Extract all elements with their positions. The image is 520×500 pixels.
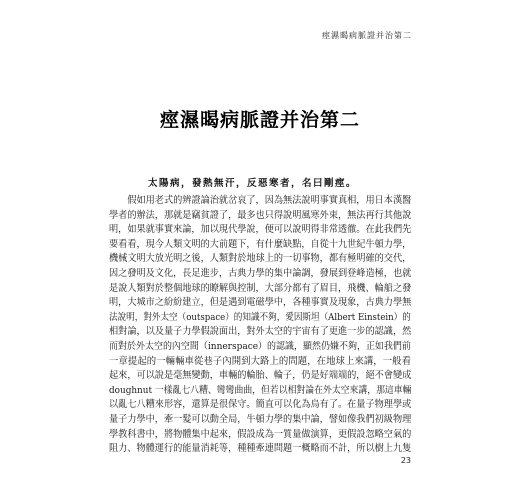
body-line: doughnut 一樣亂七八糟、彎彎曲曲，但若以相對論在外太空來講，那這車輛 xyxy=(109,384,412,396)
body-line: 明，大城市之紛紛建立，但是遇到電磁學中，各種事實及現象，古典力學無 xyxy=(109,297,412,309)
body-line: 一章提起的一輛輛車從巷子內開到大路上的問題，在地球上來講，一般看 xyxy=(109,355,411,367)
body-line: 學者的辦法，那就是竊貧證了，最多也只得說明風寒外束，無法再行其他說 xyxy=(109,209,412,221)
body-line: 法說明，對外太空（outspace）的知識不夠，愛因斯坦（Albert Einstein）的 xyxy=(109,311,411,323)
chapter-title: 痙濕暍病脈證并治第二 xyxy=(159,108,360,131)
body-line: 相對論，以及量子力學假說面出，對外太空的宇宙有了更進一步的認識，然 xyxy=(109,326,412,338)
body-line: 而對於外太空的內空間（innerspace）的認識，顯然仍嫌不夠，正如我們前 xyxy=(109,340,411,352)
body-line: 以亂七八糟來形容，還算是很保守。簡直可以化為烏有了。在量子物理學或 xyxy=(109,399,412,411)
body-line: 起來，可以說是毫無變動，車輛的輪胎、輪子，仍是好端端的，絕不會變成 xyxy=(109,370,412,382)
body-line: 明，如果就事實來論，加以現代學說，便可以說明得非常透徹。在此我們先 xyxy=(109,224,412,236)
body-line: 量子力學中，牽一髮可以動全局，牛頓力學的集中論，譬如像我們初級物理 xyxy=(109,413,412,425)
body-line: 要看看，現今人類文明的大前題下，有什麼缺點，自從十九世紀牛頓力學， xyxy=(109,238,412,250)
body-line: 假如用老式的辨證論治就岔哀了，因為無法說明事實真相，用日本漢醫 xyxy=(109,195,412,206)
body-paragraph xyxy=(109,194,411,457)
body-line: 學教科書中，將物體集中起來，假設成為一質量做演算，更假設忽略空氣的 xyxy=(109,428,412,440)
body-line: 因之發明及文化，長足進步，古典力學的集中論調，發展到登峰造極，也就 xyxy=(109,267,412,279)
page-number: 23 xyxy=(400,456,411,465)
body-line: 是說人類對於整個地球的瞭解與控制，大部分都有了眉目，飛機、輪船之發 xyxy=(109,282,412,294)
body-line: 阻力、物體運行的能量消耗等，種種牽連問題一概略而不計，所以樹上九隻 xyxy=(109,443,412,455)
body-line: 機械文明大放光明之後，人類對於地球上的一切事物，都有極明確的交代， xyxy=(109,253,412,265)
running-header: 痙濕暍病脈證并治第二 xyxy=(322,31,412,40)
epigraph: 太陽病，發熱無汗，反惡寒者，名曰剛痙。 xyxy=(148,178,358,189)
